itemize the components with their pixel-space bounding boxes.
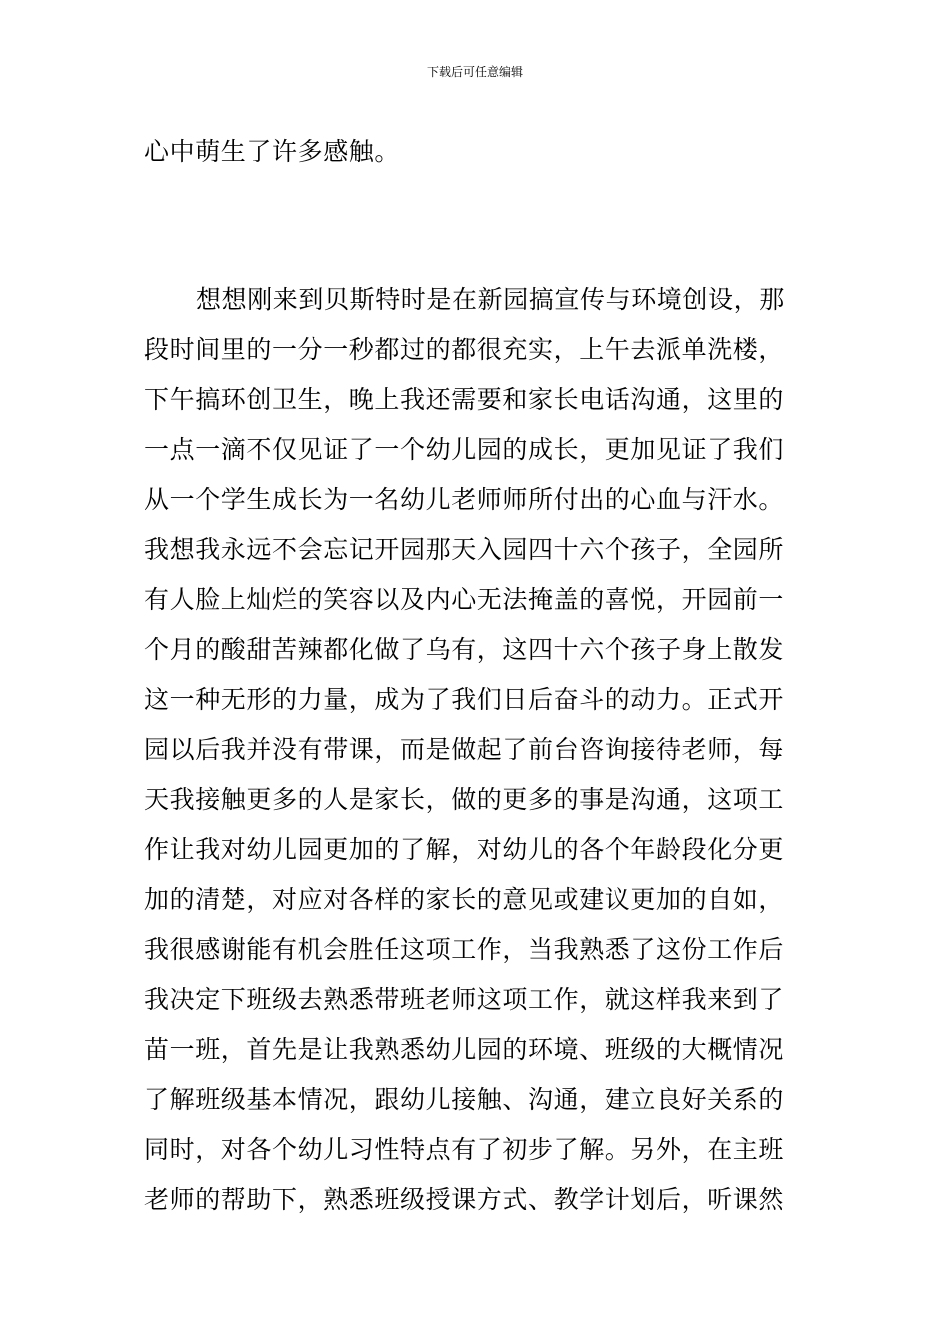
- paragraph-line: 同时，对各个幼儿习性特点有了初步了解。另外，在主班: [144, 1135, 785, 1164]
- paragraph-line: 我决定下班级去熟悉带班老师这项工作，就这样我来到了: [144, 985, 785, 1014]
- paragraph-line: 一点一滴不仅见证了一个幼儿园的成长，更加见证了我们: [144, 435, 785, 464]
- paragraph-line: 下午搞环创卫生，晚上我还需要和家长电话沟通，这里的: [144, 385, 785, 414]
- paragraph-line: 个月的酸甜苦辣都化做了乌有，这四十六个孩子身上散发: [144, 635, 785, 664]
- paragraph-line: 从一个学生成长为一名幼儿老师师所付出的心血与汗水。: [144, 485, 785, 514]
- page-header: 下载后可任意编辑: [426, 65, 523, 79]
- paragraph-line: 了解班级基本情况，跟幼儿接触、沟通，建立良好关系的: [144, 1085, 785, 1114]
- paragraph-line: 这一种无形的力量，成为了我们日后奋斗的动力。正式开: [144, 685, 785, 714]
- paragraph-line: 段时间里的一分一秒都过的都很充实，上午去派单洗楼，: [144, 335, 785, 364]
- paragraph-line: 我很感谢能有机会胜任这项工作，当我熟悉了这份工作后: [144, 935, 785, 964]
- paragraph-line: 作让我对幼儿园更加的了解，对幼儿的各个年龄段化分更: [144, 835, 785, 864]
- intro-line: 心中萌生了许多感触。: [144, 137, 401, 166]
- paragraph-line: 我想我永远不会忘记开园那天入园四十六个孩子，全园所: [144, 535, 785, 564]
- paragraph-line: 园以后我并没有带课，而是做起了前台咨询接待老师，每: [144, 735, 785, 764]
- paragraph-line: 天我接触更多的人是家长，做的更多的事是沟通，这项工: [144, 785, 785, 814]
- paragraph-line: 老师的帮助下，熟悉班级授课方式、教学计划后，听课然: [144, 1185, 785, 1214]
- paragraph-line: 想想刚来到贝斯特时是在新园搞宣传与环境创设，那: [196, 285, 785, 314]
- paragraph-line: 加的清楚，对应对各样的家长的意见或建议更加的自如，: [144, 885, 785, 914]
- paragraph-line: 苗一班，首先是让我熟悉幼儿园的环境、班级的大概情况: [144, 1035, 785, 1064]
- paragraph-line: 有人脸上灿烂的笑容以及内心无法掩盖的喜悦，开园前一: [144, 585, 785, 614]
